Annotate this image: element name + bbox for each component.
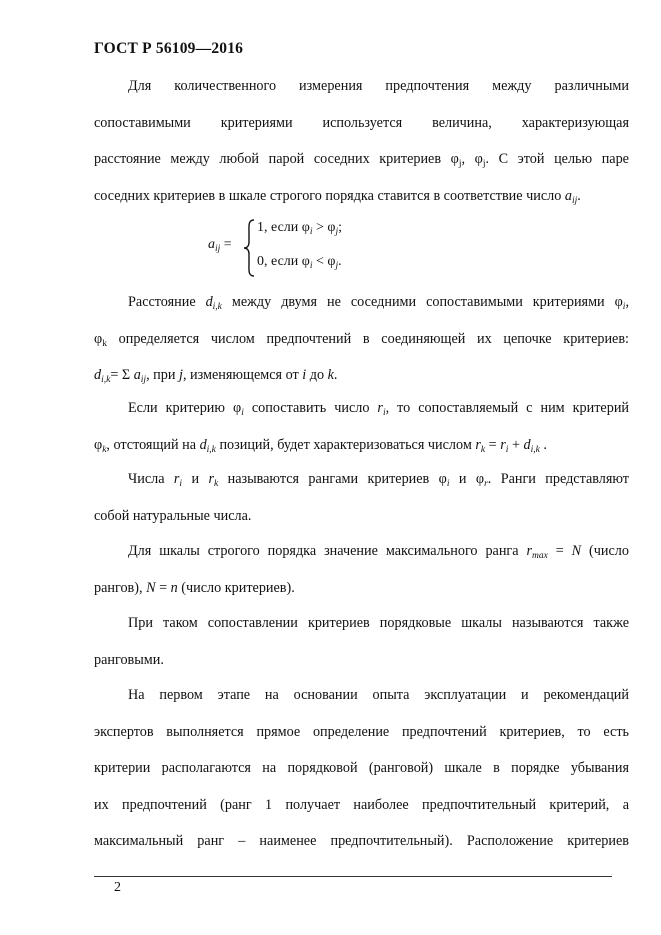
text-line: расстояние между любой парой соседних критериев $\varphi_j$, $\varphi_j$. С этой целью паре <box>94 151 629 169</box>
paragraph-rank-assignment <box>94 390 629 463</box>
text-line: рангов), N = n (число критериев). <box>94 579 295 596</box>
text-line: экспертов выполняется прямое определение предпочтений критериев, то есть <box>94 723 629 740</box>
paragraph-distance <box>94 284 629 394</box>
text-line: соседних критериев в шкале строгого порядка ставится в соответствие число $a_{ij}$. <box>94 187 581 206</box>
text-line: максимальный ранг – наименее предпочтительный). Расположение критериев <box>94 833 629 849</box>
text-line: критерии располагаются на порядковой (ранговой) шкале в порядке убывания <box>94 760 629 776</box>
curly-brace-icon <box>242 218 256 278</box>
paragraph-max-rank <box>94 533 629 606</box>
text-line: Расстояние $d_{i,k}$ между двумя не соседними сопоставимыми критериями $\varphi_i$, <box>128 294 629 312</box>
text-line: Для шкалы строгого порядка значение максимального ранга $r_{max} = N$ (число <box>128 543 629 561</box>
text-line: $\varphi_k$ определяется числом предпочтений в соединяющей их цепочке критериев: <box>94 330 629 349</box>
text-line: Для количественного измерения предпочтения между различными <box>128 78 629 94</box>
document-header: ГОСТ Р 56109—2016 <box>94 40 244 57</box>
text-line: собой натуральные числа. <box>94 507 252 524</box>
paragraph-first-stage <box>94 677 629 860</box>
text-line: $\varphi_k$, отстоящий на $d_{i,k}$ позиций, будет характеризоваться числом $r_k = r_i + d_{i,k}$ . <box>94 436 547 455</box>
paragraph-ranks <box>94 461 629 534</box>
formula-case-1: 1, если $\varphi_i > \varphi_j$; <box>257 220 342 237</box>
text-line: При таком сопоставлении критериев порядковые шкалы называются также <box>128 615 629 631</box>
text-line: $d_{i,k}= \Sigma$ $a_{ij}$, при j, изменяющемся от i до k. <box>94 367 338 385</box>
formula-aij <box>208 220 448 280</box>
formula-case-2: 0, если $\varphi_i < \varphi_j$. <box>257 254 342 271</box>
page-number: 2 <box>114 880 121 895</box>
text-line: сопоставимыми критериями используется величина, характеризующая <box>94 114 629 131</box>
text-line: их предпочтений (ранг 1 получает наиболее предпочтительный критерий, а <box>94 796 629 813</box>
paragraph-rank-scales <box>94 605 629 678</box>
footer-divider <box>94 876 612 877</box>
formula-lhs: $a_{ij}$ = <box>208 237 232 254</box>
text-line: Числа $r_i$ и $r_k$ называются рангами критериев $\varphi_i$ и $\varphi_r$. Ранги представляют <box>128 471 630 489</box>
text-line: ранговыми. <box>94 651 164 668</box>
text-line: На первом этапе на основании опыта эксплуатации и рекомендаций <box>128 687 629 703</box>
text-line: Если критерию $\varphi_i$ сопоставить число $r_i$, то сопоставляемый с ним критерий <box>128 400 630 418</box>
paragraph-preference-measure <box>94 68 629 214</box>
